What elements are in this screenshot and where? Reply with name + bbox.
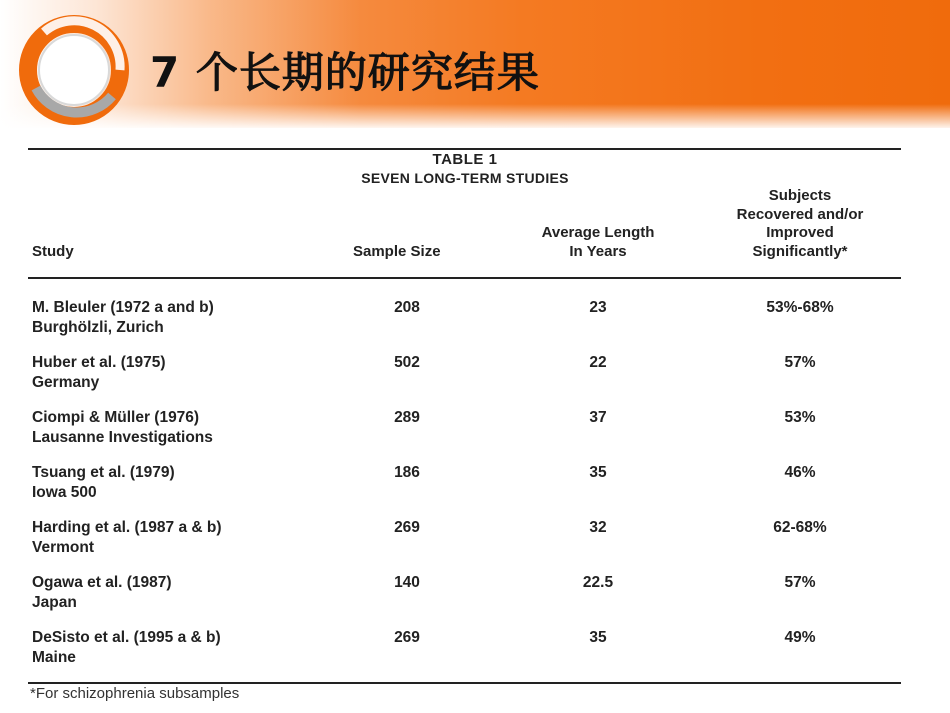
table-row — [0, 353, 950, 401]
study-location: Lausanne Investigations — [32, 428, 213, 446]
cell-average-years: 22 — [589, 354, 607, 371]
column-header-subjects — [715, 187, 885, 261]
cell-sample-size: 269 — [394, 629, 420, 646]
table-row — [0, 408, 950, 456]
table-row — [0, 628, 950, 676]
table-caption: TABLE 1 — [432, 151, 498, 168]
table-row — [0, 518, 950, 566]
table-row — [0, 298, 950, 346]
study-location: Iowa 500 — [32, 483, 97, 501]
cell-average-years: 35 — [589, 629, 607, 646]
table-bottom-rule — [28, 682, 901, 684]
cell-sample-size: 140 — [394, 574, 420, 591]
cell-improved-percent: 46% — [784, 464, 816, 481]
cell-study — [32, 463, 332, 502]
cell-study — [32, 628, 332, 667]
study-name: Tsuang et al. (1979) — [32, 464, 175, 481]
cell-improved-percent: 53%-68% — [766, 299, 834, 316]
table-header-rule — [28, 277, 901, 279]
column-header-average-length-line2: In Years — [569, 242, 627, 260]
study-name: Ogawa et al. (1987) — [32, 574, 172, 591]
column-header-subjects-line1: Subjects — [768, 187, 832, 204]
column-header-subjects-line2: Recovered and/or — [736, 205, 864, 223]
cell-improved-percent: 57% — [784, 354, 816, 371]
column-header-sample-size: Sample Size — [353, 243, 441, 260]
table-subcaption: SEVEN LONG-TERM STUDIES — [361, 170, 569, 186]
study-name: Harding et al. (1987 a & b) — [32, 519, 222, 536]
cell-study — [32, 518, 332, 557]
cell-sample-size: 289 — [394, 409, 420, 426]
study-name: DeSisto et al. (1995 a & b) — [32, 629, 221, 646]
cell-average-years: 35 — [589, 464, 607, 481]
table-top-rule — [28, 148, 901, 150]
cell-study — [32, 353, 332, 392]
cell-improved-percent: 57% — [784, 574, 816, 591]
study-location: Burghölzli, Zurich — [32, 318, 164, 336]
cell-study — [32, 298, 332, 337]
study-name: Ciompi & Müller (1976) — [32, 409, 200, 426]
column-header-average-length-line1: Average Length — [541, 224, 655, 241]
column-header-subjects-line4: Significantly* — [752, 242, 848, 260]
cell-improved-percent: 49% — [784, 629, 816, 646]
study-location: Germany — [32, 373, 100, 391]
table-row — [0, 573, 950, 621]
column-header-average-length — [520, 224, 676, 261]
cell-improved-percent: 53% — [784, 409, 816, 426]
logo-ring-icon — [14, 10, 134, 130]
column-header-study: Study — [32, 243, 74, 260]
cell-sample-size: 208 — [394, 299, 420, 316]
cell-average-years: 23 — [589, 299, 607, 316]
table-row — [0, 463, 950, 511]
cell-study — [32, 573, 332, 612]
table-footnote: *For schizophrenia subsamples — [30, 685, 240, 702]
cell-improved-percent: 62-68% — [773, 519, 827, 536]
cell-study — [32, 408, 332, 447]
slide-title: 7 个长期的研究结果 — [150, 48, 540, 97]
study-location: Japan — [32, 593, 77, 611]
header-fade — [0, 104, 950, 130]
study-location: Maine — [32, 648, 76, 666]
cell-sample-size: 269 — [394, 519, 420, 536]
column-header-subjects-line3: Improved — [766, 224, 834, 241]
cell-sample-size: 186 — [394, 464, 420, 481]
study-name: M. Bleuler (1972 a and b) — [32, 299, 214, 316]
study-name: Huber et al. (1975) — [32, 354, 166, 371]
cell-average-years: 22.5 — [582, 574, 614, 591]
study-location: Vermont — [32, 538, 95, 556]
cell-sample-size: 502 — [394, 354, 420, 371]
cell-average-years: 37 — [589, 409, 607, 426]
cell-average-years: 32 — [589, 519, 607, 536]
